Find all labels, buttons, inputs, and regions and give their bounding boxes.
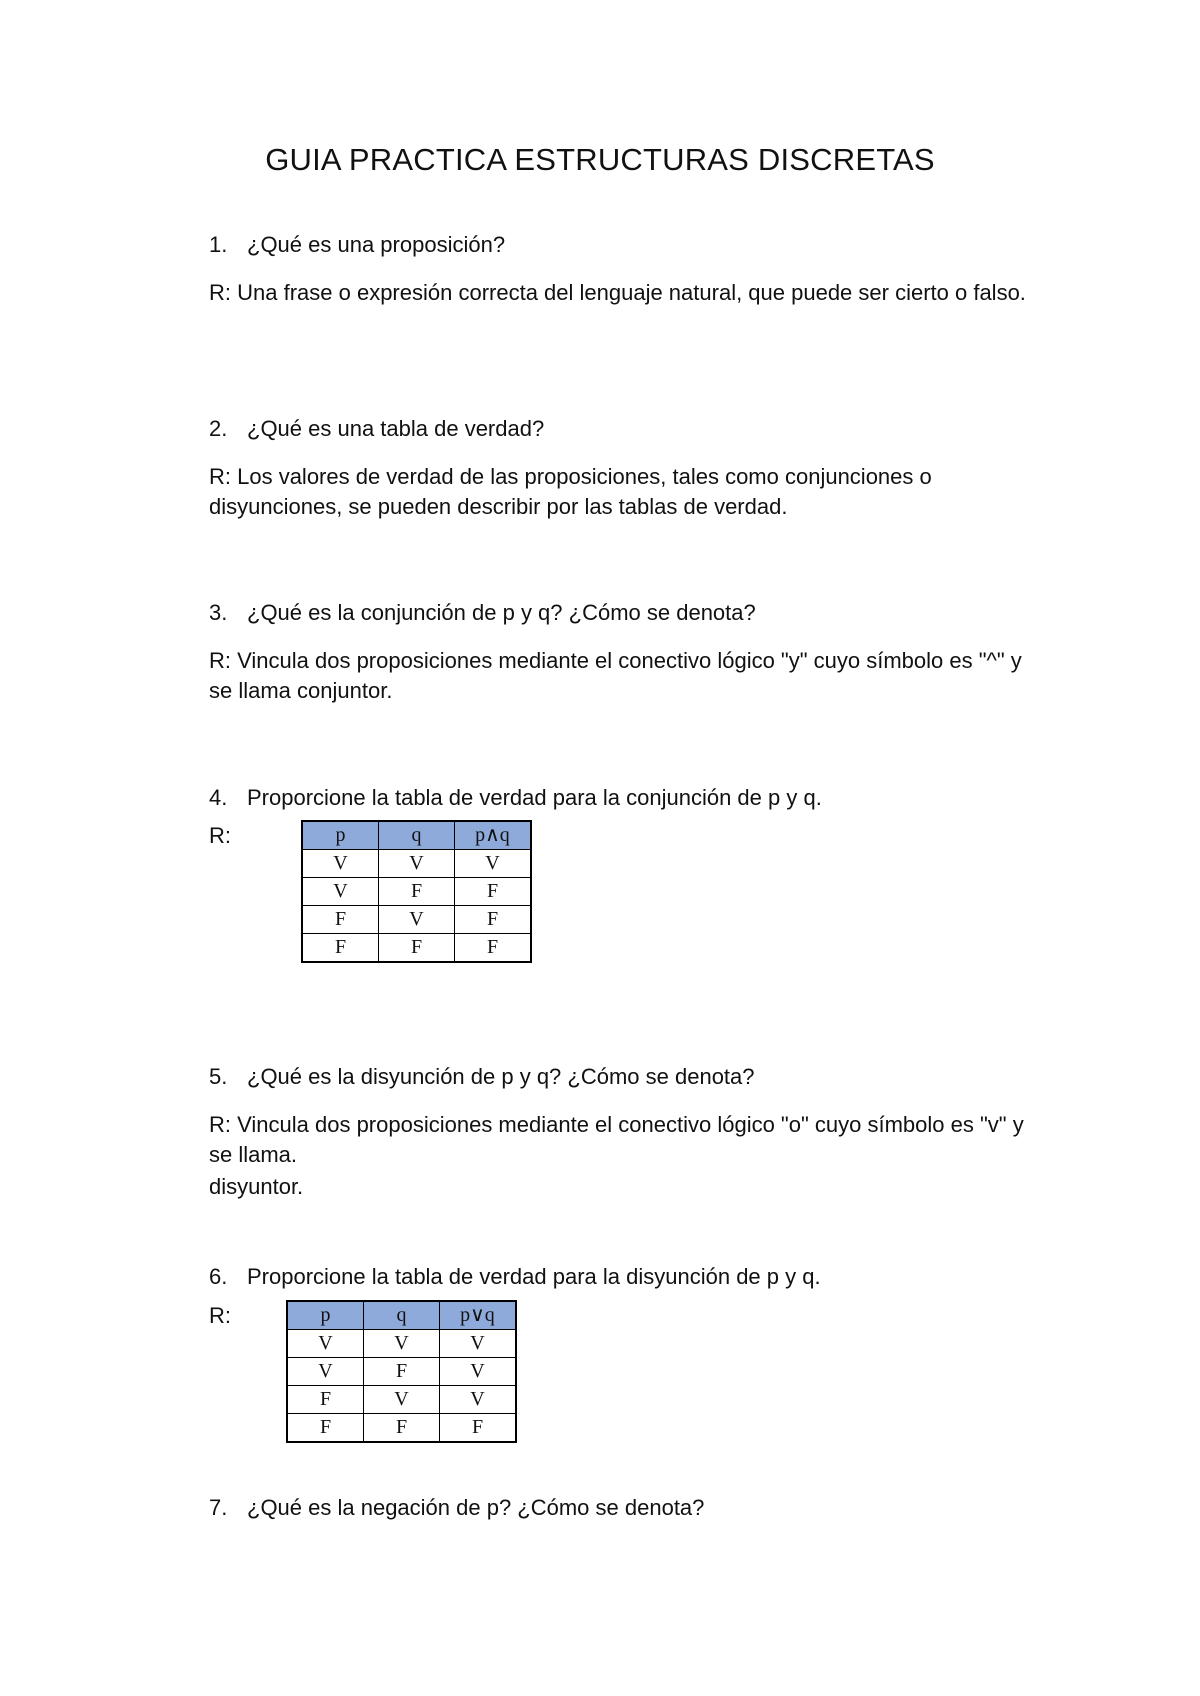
answer-1: R: Una frase o expresión correcta del lenguaje natural, que puede ser cierto o falso. <box>209 280 1026 305</box>
answer-6-label: R: <box>209 1303 231 1328</box>
table-cell: F <box>379 878 455 906</box>
table-cell: F <box>455 878 532 906</box>
question-number: 5. <box>209 1064 228 1089</box>
page-title: GUIA PRACTICA ESTRUCTURAS DISCRETAS <box>265 142 935 177</box>
question-text: ¿Qué es la negación de p? ¿Cómo se denota? <box>247 1495 705 1520</box>
table-cell: V <box>455 850 532 878</box>
question-3 <box>209 598 756 628</box>
table-row <box>302 934 531 963</box>
table-cell: V <box>302 878 379 906</box>
answer-3: R: Vincula dos proposiciones mediante el conectivo lógico "y" cuyo símbolo es "^" y se llama conjuntor. <box>209 648 1022 703</box>
table-cell: V <box>364 1386 440 1414</box>
table-cell: V <box>287 1330 364 1358</box>
table-cell: F <box>287 1414 364 1443</box>
table-cell: F <box>287 1386 364 1414</box>
question-1 <box>209 230 505 260</box>
header-q: q <box>379 821 455 850</box>
table-cell: V <box>364 1330 440 1358</box>
table-cell: V <box>440 1330 517 1358</box>
header-p: p <box>302 821 379 850</box>
header-p: p <box>287 1301 364 1330</box>
table-row <box>302 906 531 934</box>
truth-table-disjunction <box>286 1300 517 1443</box>
table-cell: F <box>302 906 379 934</box>
question-text: Proporcione la tabla de verdad para la disyunción de p y q. <box>247 1264 821 1289</box>
table-cell: V <box>440 1358 517 1386</box>
table-cell: F <box>440 1414 517 1443</box>
question-5 <box>209 1062 755 1092</box>
table-header-row <box>287 1301 516 1330</box>
header-q: q <box>364 1301 440 1330</box>
question-7 <box>209 1493 704 1523</box>
question-number: 6. <box>209 1264 228 1289</box>
table-row <box>287 1358 516 1386</box>
truth-table-conjunction <box>301 820 532 963</box>
header-p-or-q: p∨q <box>440 1301 517 1330</box>
question-number: 1. <box>209 232 228 257</box>
table-cell: V <box>379 906 455 934</box>
question-text: ¿Qué es la disyunción de p y q? ¿Cómo se denota? <box>247 1064 755 1089</box>
table-row <box>287 1414 516 1443</box>
table-row <box>302 850 531 878</box>
question-number: 3. <box>209 600 228 625</box>
question-number: 2. <box>209 416 228 441</box>
table-row <box>287 1386 516 1414</box>
table-cell: F <box>379 934 455 963</box>
table-cell: F <box>455 906 532 934</box>
table-cell: V <box>287 1358 364 1386</box>
table-cell: V <box>379 850 455 878</box>
table-header-row <box>302 821 531 850</box>
table-cell: F <box>302 934 379 963</box>
question-6 <box>209 1262 821 1292</box>
question-text: ¿Qué es una tabla de verdad? <box>247 416 545 441</box>
answer-4-label: R: <box>209 823 231 848</box>
table-cell: F <box>364 1358 440 1386</box>
question-2 <box>209 414 544 444</box>
table-row <box>302 878 531 906</box>
question-text: Proporcione la tabla de verdad para la conjunción de p y q. <box>247 785 822 810</box>
table-cell: V <box>440 1386 517 1414</box>
table-cell: F <box>364 1414 440 1443</box>
question-text: ¿Qué es una proposición? <box>247 232 506 257</box>
answer-5: R: Vincula dos proposiciones mediante el conectivo lógico "o" cuyo símbolo es "v" y se llama. <box>209 1112 1024 1167</box>
question-number: 4. <box>209 785 228 810</box>
answer-2: R: Los valores de verdad de las proposiciones, tales como conjunciones o disyunciones, se pueden describir por las tablas de verdad. <box>209 464 932 519</box>
table-cell: V <box>302 850 379 878</box>
question-text: ¿Qué es la conjunción de p y q? ¿Cómo se denota? <box>247 600 756 625</box>
header-p-and-q: p∧q <box>455 821 532 850</box>
answer-5-extra: disyuntor. <box>209 1174 304 1199</box>
table-cell: F <box>455 934 532 963</box>
table-row <box>287 1330 516 1358</box>
question-number: 7. <box>209 1495 228 1520</box>
question-4 <box>209 783 822 813</box>
